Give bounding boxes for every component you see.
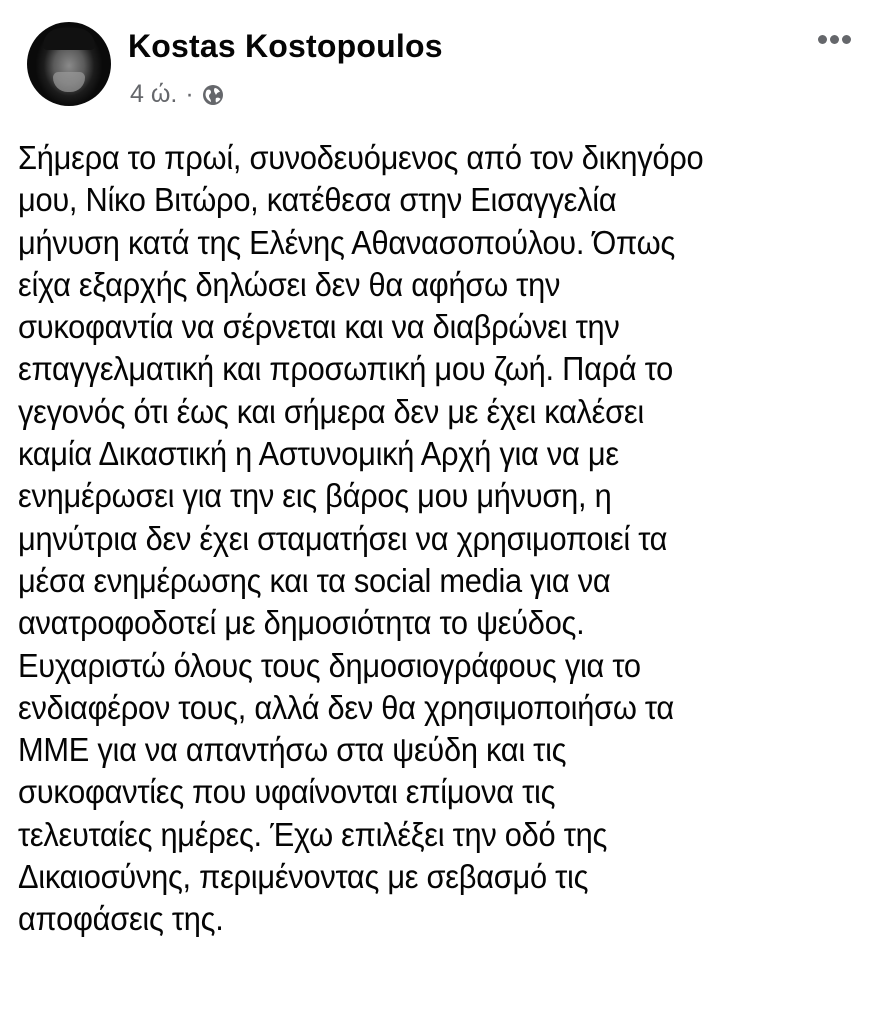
post-line: Ευχαριστώ όλους τους δημοσιογράφους για το <box>18 647 641 685</box>
post-line: ανατροφοδοτεί με δημοσιότητα το ψεύδος. <box>18 605 585 643</box>
post-line: ΜΜΕ για να απαντήσω στα ψεύδη και τις <box>18 732 567 770</box>
post-line: συκοφαντίες που υφαίνονται επίμονα τις <box>18 774 556 812</box>
post-body <box>18 138 809 942</box>
more-dot-icon <box>842 35 851 44</box>
post-line: μήνυση κατά της Ελένης Αθανασοπούλου. Όπως <box>18 224 675 262</box>
avatar[interactable] <box>27 22 111 106</box>
post-line: ενδιαφέρον τους, αλλά δεν θα χρησιμοποιήσω τα <box>18 689 674 727</box>
meta-separator: · <box>185 80 194 108</box>
post-line: μέσα ενημέρωσης και τα social media για να <box>18 562 611 600</box>
avatar-beard-shape <box>53 72 85 92</box>
post-line: μου, Νίκο Βιτώρο, κατέθεσα στην Εισαγγελία <box>18 182 617 220</box>
globe-icon[interactable] <box>202 84 224 106</box>
post-meta <box>130 80 224 109</box>
post-line: μηνύτρια δεν έχει σταματήσει να χρησιμοποιεί τα <box>18 520 668 558</box>
post-line: Σήμερα το πρωί, συνοδευόμενος από τον δικηγόρο <box>18 140 704 177</box>
post-header <box>0 0 880 120</box>
more-dot-icon <box>818 35 827 44</box>
post-line: καμία Δικαστική η Αστυνομική Αρχή για να με <box>18 436 619 474</box>
author-name[interactable]: Kostas Kostopoulos <box>128 28 443 64</box>
post-timestamp[interactable]: 4 ώ. <box>130 80 178 108</box>
post-line: συκοφαντία να σέρνεται και να διαβρώνει την <box>18 309 620 347</box>
avatar-cap-shape <box>43 28 95 50</box>
post-line: Δικαιοσύνης, περιμένοντας με σεβασμό τις <box>18 859 589 897</box>
post-line: αποφάσεις της. <box>18 901 224 939</box>
post-line: επαγγελματική και προσωπική μου ζωή. Παρά το <box>18 351 674 389</box>
post-line: τελευταίες ημέρες. Έχω επιλέξει την οδό της <box>18 816 608 854</box>
post-line: ενημέρωσει για την εις βάρος μου μήνυση, η <box>18 478 612 516</box>
post-line: είχα εξαρχής δηλώσει δεν θα αφήσω την <box>18 266 561 304</box>
more-dot-icon <box>830 35 839 44</box>
post-line: γεγονός ότι έως και σήμερα δεν με έχει καλέσει <box>18 393 644 431</box>
more-options-button[interactable] <box>818 35 851 44</box>
